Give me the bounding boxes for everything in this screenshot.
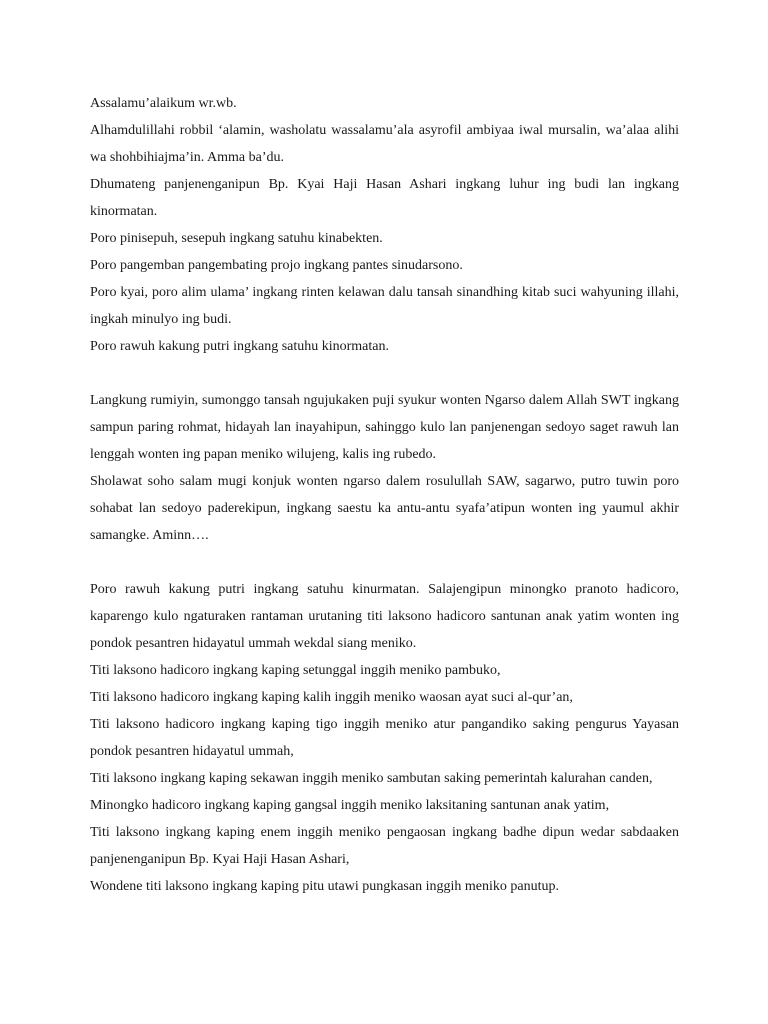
paragraph-gap: [90, 360, 679, 387]
gratitude-paragraph: Langkung rumiyin, sumonggo tansah ngujukaken puji syukur wonten Ngarso dalem Allah SWT ingkang sampun paring rohmat, hidayah lan inayahipun, sahinggo kulo lan panjenengan sedoyo saget rawuh lan lenggah wonten ing papan meniko wilujeng, kalis ing rubedo.: [90, 393, 679, 462]
opening-praise: Alhamdulillahi robbil ‘alamin, washolatu wassalamu’ala asyrofil ambiyaa iwal mursalin, wa’alaa alihi wa shohbihiajma’in. Amma ba’du.: [90, 123, 679, 165]
agenda-item-3: Titi laksono hadicoro ingkang kaping tigo inggih meniko atur pangandiko saking pengurus Yayasan pondok pesantren hidayatul ummah,: [90, 717, 679, 759]
address-audience: Poro rawuh kakung putri ingkang satuhu kinormatan.: [90, 339, 390, 354]
address-kyai: Dhumateng panjenenganipun Bp. Kyai Haji Hasan Ashari ingkang luhur ing budi lan ingkang kinormatan.: [90, 177, 679, 219]
agenda-item-5: Minongko hadicoro ingkang kaping gangsal inggih meniko laksitaning santunan anak yatim,: [90, 798, 610, 813]
address-elders: Poro pinisepuh, sesepuh ingkang satuhu kinabekten.: [90, 231, 383, 246]
address-scholars: Poro kyai, poro alim ulama’ ingkang rinten kelawan dalu tansah sinandhing kitab suci wahyuning illahi, ingkah minulyo ing budi.: [90, 285, 679, 327]
agenda-item-4: Titi laksono ingkang kaping sekawan inggih meniko sambutan saking pemerintah kalurahan canden,: [90, 771, 653, 786]
address-officials: Poro pangemban pangembating projo ingkang pantes sinudarsono.: [90, 258, 463, 273]
greeting: Assalamu’alaikum wr.wb.: [90, 96, 237, 111]
paragraph-gap: [90, 549, 679, 576]
agenda-item-2: Titi laksono hadicoro ingkang kaping kalih inggih meniko waosan ayat suci al-qur’an,: [90, 690, 573, 705]
agenda-item-1: Titi laksono hadicoro ingkang kaping setunggal inggih meniko pambuko,: [90, 663, 501, 678]
sholawat-paragraph: Sholawat soho salam mugi konjuk wonten ngarso dalem rosulullah SAW, sagarwo, putro tuwin poro sohabat lan sedoyo paderekipun, ingkang saestu ka antu-antu syafa’atipun wonten ing yaumul akhir samangke. Aminn….: [90, 474, 679, 543]
agenda-item-6: Titi laksono ingkang kaping enem inggih meniko pengaosan ingkang badhe dipun wedar sabdaaken panjenenganipun Bp. Kyai Haji Hasan Ashari,: [90, 825, 679, 867]
agenda-intro: Poro rawuh kakung putri ingkang satuhu kinurmatan. Salajengipun minongko pranoto hadicoro, kaparengo kulo ngaturaken rantaman urutaning titi laksono hadicoro santunan anak yatim wonten ing pondok pesantren hidayatul ummah wekdal siang meniko.: [90, 582, 679, 651]
agenda-item-7: Wondene titi laksono ingkang kaping pitu utawi pungkasan inggih meniko panutup.: [90, 879, 559, 894]
